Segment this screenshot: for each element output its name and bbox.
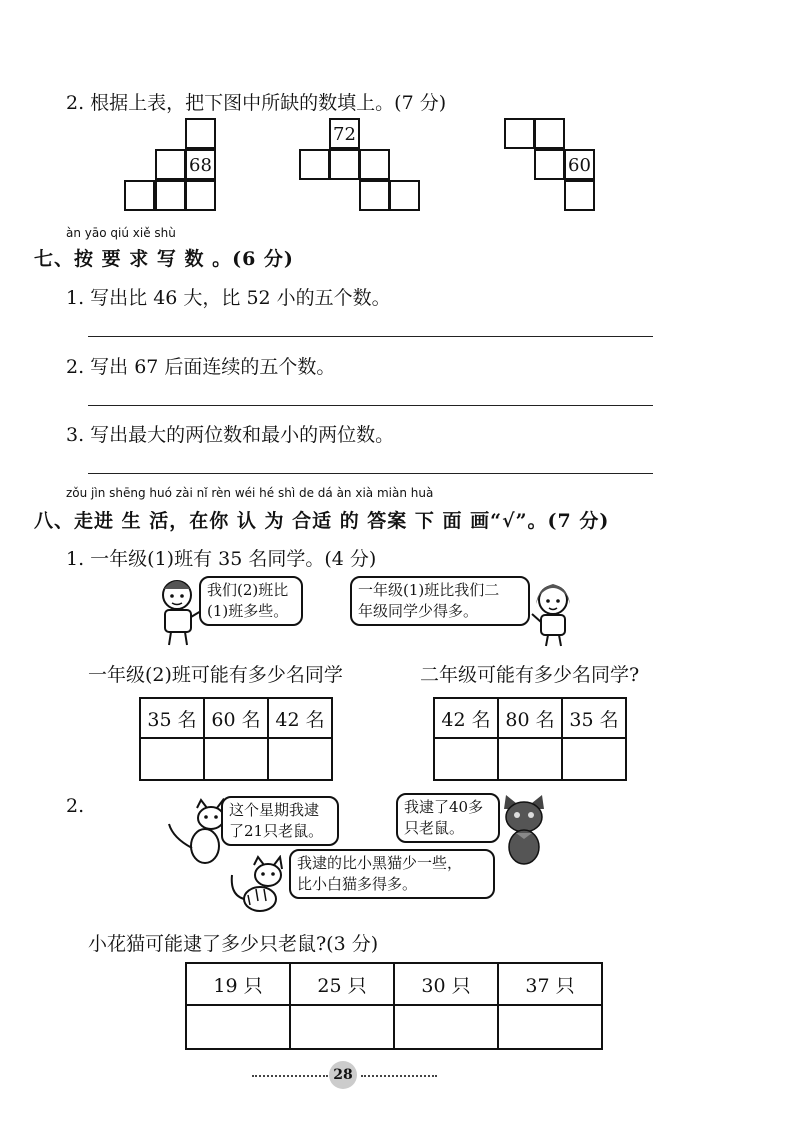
- grid-cell: [534, 118, 565, 149]
- check-cell[interactable]: [204, 738, 268, 780]
- answer-line[interactable]: [88, 336, 653, 337]
- option-cell: 25 只: [290, 963, 394, 1005]
- answer-line[interactable]: [88, 405, 653, 406]
- speech-bubble-girl: [350, 576, 530, 626]
- option-cell: 80 名: [498, 698, 562, 738]
- bubble-text: 比小白猫多得多。: [297, 875, 418, 893]
- question-7-2: 2. 写出 67 后面连续的五个数。: [66, 356, 336, 378]
- option-cell: 42 名: [268, 698, 332, 738]
- question-8-2-number: 2.: [66, 795, 85, 817]
- bubble-text: 我们(2)班比: [207, 581, 289, 599]
- sub-question-right: 二年级可能有多少名同学?: [420, 664, 640, 686]
- footer-dots-left: [252, 1075, 328, 1077]
- option-cell: 35 名: [140, 698, 204, 738]
- answer-table-right: [433, 697, 627, 781]
- sub-question-left: 一年级(2)班可能有多少名同学: [88, 664, 343, 686]
- grid-value: 68: [189, 155, 212, 176]
- question-8-2: 小花猫可能逮了多少只老鼠?(3 分): [88, 933, 379, 955]
- grid-cell: [534, 149, 565, 180]
- check-cell[interactable]: [562, 738, 626, 780]
- answer-table-left: [139, 697, 333, 781]
- section-8-pinyin: zǒu jìn shēng huó zài nǐ rèn wéi hé shì de dá àn xià miàn huà: [66, 486, 434, 500]
- check-cell[interactable]: [498, 738, 562, 780]
- question-7-3: 3. 写出最大的两位数和最小的两位数。: [66, 424, 395, 446]
- check-cell[interactable]: [186, 1005, 290, 1049]
- grid-cell: [389, 180, 420, 211]
- question-7-1: 1. 写出比 46 大，比 52 小的五个数。: [66, 287, 391, 309]
- grid-cell: [155, 149, 186, 180]
- footer-dots-right: [361, 1075, 437, 1077]
- speech-bubble-black-cat: [396, 793, 500, 843]
- option-cell: 30 只: [394, 963, 498, 1005]
- speech-bubble-boy: [199, 576, 303, 626]
- bubble-text: 我逮了40多: [404, 798, 484, 816]
- grid-cell: [359, 180, 390, 211]
- grid-cell[interactable]: [564, 149, 595, 180]
- grid-cell: [504, 118, 535, 149]
- check-cell[interactable]: [290, 1005, 394, 1049]
- grid-value: 72: [333, 124, 356, 145]
- bubble-text: 一年级(1)班比我们二: [358, 581, 500, 599]
- option-cell: 60 名: [204, 698, 268, 738]
- grid-cell: [155, 180, 186, 211]
- option-cell: 42 名: [434, 698, 498, 738]
- bubble-text: 这个星期我逮: [229, 801, 320, 819]
- grid-cell: [359, 149, 390, 180]
- option-cell: 19 只: [186, 963, 290, 1005]
- grid-cell: [564, 180, 595, 211]
- check-cell[interactable]: [268, 738, 332, 780]
- bubble-text: (1)班多些。: [207, 602, 289, 620]
- bubble-text: 我逮的比小黑猫少一些，: [297, 854, 463, 872]
- check-cell[interactable]: [140, 738, 204, 780]
- grid-cell: [299, 149, 330, 180]
- girl-illustration: [528, 578, 578, 648]
- check-cell[interactable]: [434, 738, 498, 780]
- option-cell: 37 只: [498, 963, 602, 1005]
- boy-illustration: [155, 575, 205, 647]
- bubble-text: 了21只老鼠。: [229, 822, 324, 840]
- answer-line[interactable]: [88, 473, 653, 474]
- check-cell[interactable]: [394, 1005, 498, 1049]
- section-7-title: 七、按 要 求 写 数 。(6 分): [34, 248, 294, 270]
- tabby-cat-illustration: [228, 855, 290, 915]
- bubble-text: 年级同学少得多。: [358, 602, 479, 620]
- question-8-1: 1. 一年级(1)班有 35 名同学。(4 分): [66, 548, 377, 570]
- grid-value: 60: [568, 155, 591, 176]
- grid-cell: [185, 118, 216, 149]
- option-cell: 35 名: [562, 698, 626, 738]
- white-cat-illustration: [165, 798, 225, 868]
- grid-cell[interactable]: [329, 118, 360, 149]
- grid-cell: [124, 180, 155, 211]
- check-cell[interactable]: [498, 1005, 602, 1049]
- question-6-2: 2. 根据上表，把下图中所缺的数填上。(7 分): [66, 92, 447, 114]
- section-7-pinyin: àn yāo qiú xiě shù: [66, 226, 176, 240]
- black-cat-illustration: [496, 795, 554, 867]
- bubble-text: 只老鼠。: [404, 819, 465, 837]
- section-8-title: 八、走进 生 活，在你 认 为 合适 的 答案 下 面 画“√”。(7 分): [34, 510, 610, 532]
- page-number: 28: [329, 1061, 357, 1089]
- grid-cell[interactable]: [185, 149, 216, 180]
- speech-bubble-white-cat: [221, 796, 339, 846]
- grid-cell: [185, 180, 216, 211]
- grid-cell: [329, 149, 360, 180]
- answer-table-cats: [185, 962, 603, 1050]
- speech-bubble-tabby-cat: [289, 849, 495, 899]
